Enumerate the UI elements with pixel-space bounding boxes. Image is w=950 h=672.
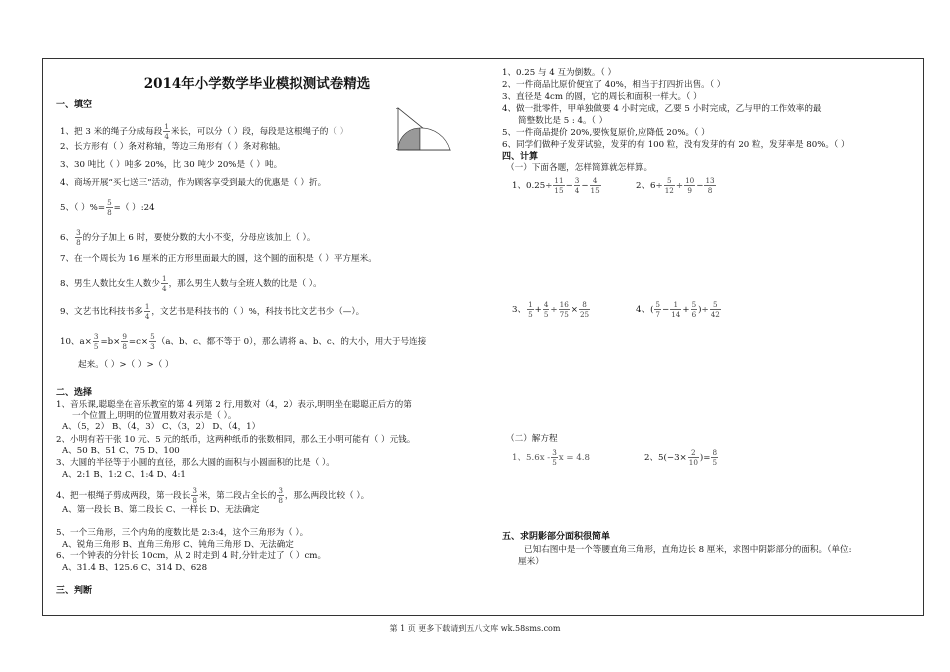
choice-q1-cont: 一个位置上,明明的位置用数对表示是（ ）。: [72, 411, 237, 421]
shadow-text-1: 已知右图中是一个等腰直角三角形，直角边长 8 厘米，求图中阴影部分的面积。（单位:: [524, 545, 852, 555]
choice-q1-options: A、（5，2） B、（4，3） C、（3，2） D、（4，1）: [62, 422, 261, 432]
choice-q4: 4、把一根绳子剪成两段，第一段长 $\frac{3}{8}$ 米，第二段占全长的 $\frac{3}{8}$ ，那么两段比较（ ）。: [56, 486, 370, 505]
fill-q8: 8、男生人数比女生人数少 $\frac{1}{4}$ ，那么男生人数与全班人数的比是（ ）。: [60, 274, 322, 293]
fill-q2: 2、长方形有（ ）条对称轴，等边三角形有（ ）条对称轴。: [60, 142, 286, 152]
fill-q6: 6、 $\frac{3}{8}$ 的分子加上 6 时，要使分数的大小不变，分母应该加上（ ）。: [60, 228, 316, 247]
section-choice: 二、选择: [56, 388, 93, 398]
calc-e4: 4、( $\frac{5}{7}$ − $\frac{1}{14}$ + $\frac{5}{6}$ )÷ $\frac{5}{42}$: [636, 300, 720, 319]
choice-q1: 1、音乐课,聪聪坐在音乐教室的第 4 列第 2 行,用数对（4，2）表示,明明坐在聪聪正后方的第: [56, 400, 412, 410]
fill-q3: 3、30 吨比（ ）吨多 20%，比 30 吨少 20%是（ ）吨。: [60, 160, 283, 170]
shaded-figure: [396, 106, 452, 152]
shaded-region-left: [398, 128, 420, 150]
section-judge-heading: 三、判断: [56, 586, 93, 596]
calc-sub1: （一）下面各题，怎样简算就怎样算。: [506, 163, 653, 173]
choice-q2: 2、小明有若干张 10 元、5 元的纸币，这两种纸币的张数相同，那么王小明可能有（ ）元钱。: [56, 435, 416, 445]
semicircle-right: [420, 128, 450, 150]
section-fill: 一、填空: [56, 100, 93, 110]
choice-q6-options: A、31.4 B、125.6 C、314 D、628: [62, 563, 208, 573]
section-shadow: 五、求阴影部分面积很简单: [502, 532, 611, 542]
choice-q2-options: A、50 B、51 C、75 D、100: [62, 446, 180, 456]
fill-q5: 5、（ ）%= $\frac{5}{8}$ =（ ）:24: [60, 198, 155, 217]
page-title: 2014年小学数学毕业模拟测试卷精选: [143, 76, 371, 92]
judge-q6: 6、同学们做种子发芽试验，发芽的有 100 粒，没有发芽的有 20 粒，发芽率是 80%。（ ）: [502, 140, 850, 150]
choice-q5-options: A、锐角三角形 B、直角三角形 C、钝角三角形 D、无法确定: [62, 540, 294, 550]
calc-e2: 2、6÷ $\frac{5}{12}$ ÷ $\frac{10}{9}$ − $\frac{13}{8}$: [636, 176, 715, 195]
shadow-text-2: 厘米）: [518, 557, 544, 567]
judge-q4-cont: 简整数比是 5 : 4。（ ）: [518, 116, 608, 126]
choice-q3-options: A、2:1 B、1:2 C、1:4 D、4:1: [62, 470, 186, 480]
choice-q6: 6、一个钟表的分针长 10cm，从 2 时走到 4 时,分针走过了（ ）cm。: [56, 551, 327, 561]
fraction: $\frac{1}{4}$: [164, 122, 169, 141]
fill-q9: 9、文艺书比科技书多 $\frac{1}{4}$ ，文艺书是科技书的（ ）%，科技书比文艺书少（—）。: [60, 302, 365, 321]
judge-q5: 5、一件商品提价 20%,要恢复原价,应降低 20%。（ ）: [502, 128, 710, 138]
calc-sub2: （二）解方程: [506, 434, 558, 444]
choice-q4-options: A、第一段长 B、第二段长 C、一样长 D、无法确定: [62, 505, 260, 515]
fill-q1: 1、把 3 米的绳子分成每段 $\frac{1}{4}$ 米长，可以分（ ）段，每段是这根绳子的（ ）: [60, 122, 349, 141]
calc-e1: 1、0.25÷ $\frac{11}{15}$ − $\frac{3}{4}$ − $\frac{4}{15}$: [512, 176, 600, 195]
calc-eq1: 1、5.6x - $\frac{3}{5}$ x = 4.8: [512, 448, 590, 467]
choice-q5: 5、一个三角形，三个内角的度数比是 2:3:4，这个三角形为（ ）。: [56, 528, 309, 538]
judge-q2: 2、一件商品比原价便宜了 40%，相当于打四折出售。（ ）: [502, 80, 726, 90]
calc-e3: 3、 $\frac{1}{5}$ + $\frac{4}{5}$ ÷ $\frac{16}{75}$ × $\frac{8}{25}$: [512, 300, 590, 319]
fill-q10-answer: 起来。（ ）>（ ）>（ ）: [78, 360, 174, 370]
fill-q4: 4、商场开展“买七送三”活动，作为顾客享受到最大的优惠是（ ）折。: [60, 178, 327, 188]
fill-q7: 7、在一个周长为 16 厘米的正方形里面最大的圆，这个圆的面积是（ ）平方厘米。: [60, 254, 377, 264]
choice-q3: 3、大圆的半径等于小圆的直径，那么大圆的面积与小圆面积的比是（ ）。: [56, 458, 335, 468]
fill-q10: 10、a× $\frac{3}{5}$ =b× $\frac{9}{8}$ =c× $\frac{5}{3}$ （a、b、c、都不等于 0），那么请将 a、b、c、的大小，用大于号连接: [60, 332, 427, 351]
judge-q4: 4、做一批零件，甲单独做要 4 小时完成，乙要 5 小时完成，乙与甲的工作效率的最: [502, 104, 822, 114]
section-calc: 四、计算: [502, 152, 539, 162]
calc-eq2: 2、5(−3× $\frac{2}{10}$ )= $\frac{8}{5}$: [644, 448, 718, 467]
judge-q3: 3、直径是 4cm 的圆，它的周长和面积一样大。（ ）: [502, 92, 702, 102]
judge-q1: 1、0.25 与 4 互为倒数。（ ）: [502, 68, 617, 78]
page-footer: 第 1 页 更多下载请到五八文库 wk.58sms.com: [389, 624, 561, 633]
